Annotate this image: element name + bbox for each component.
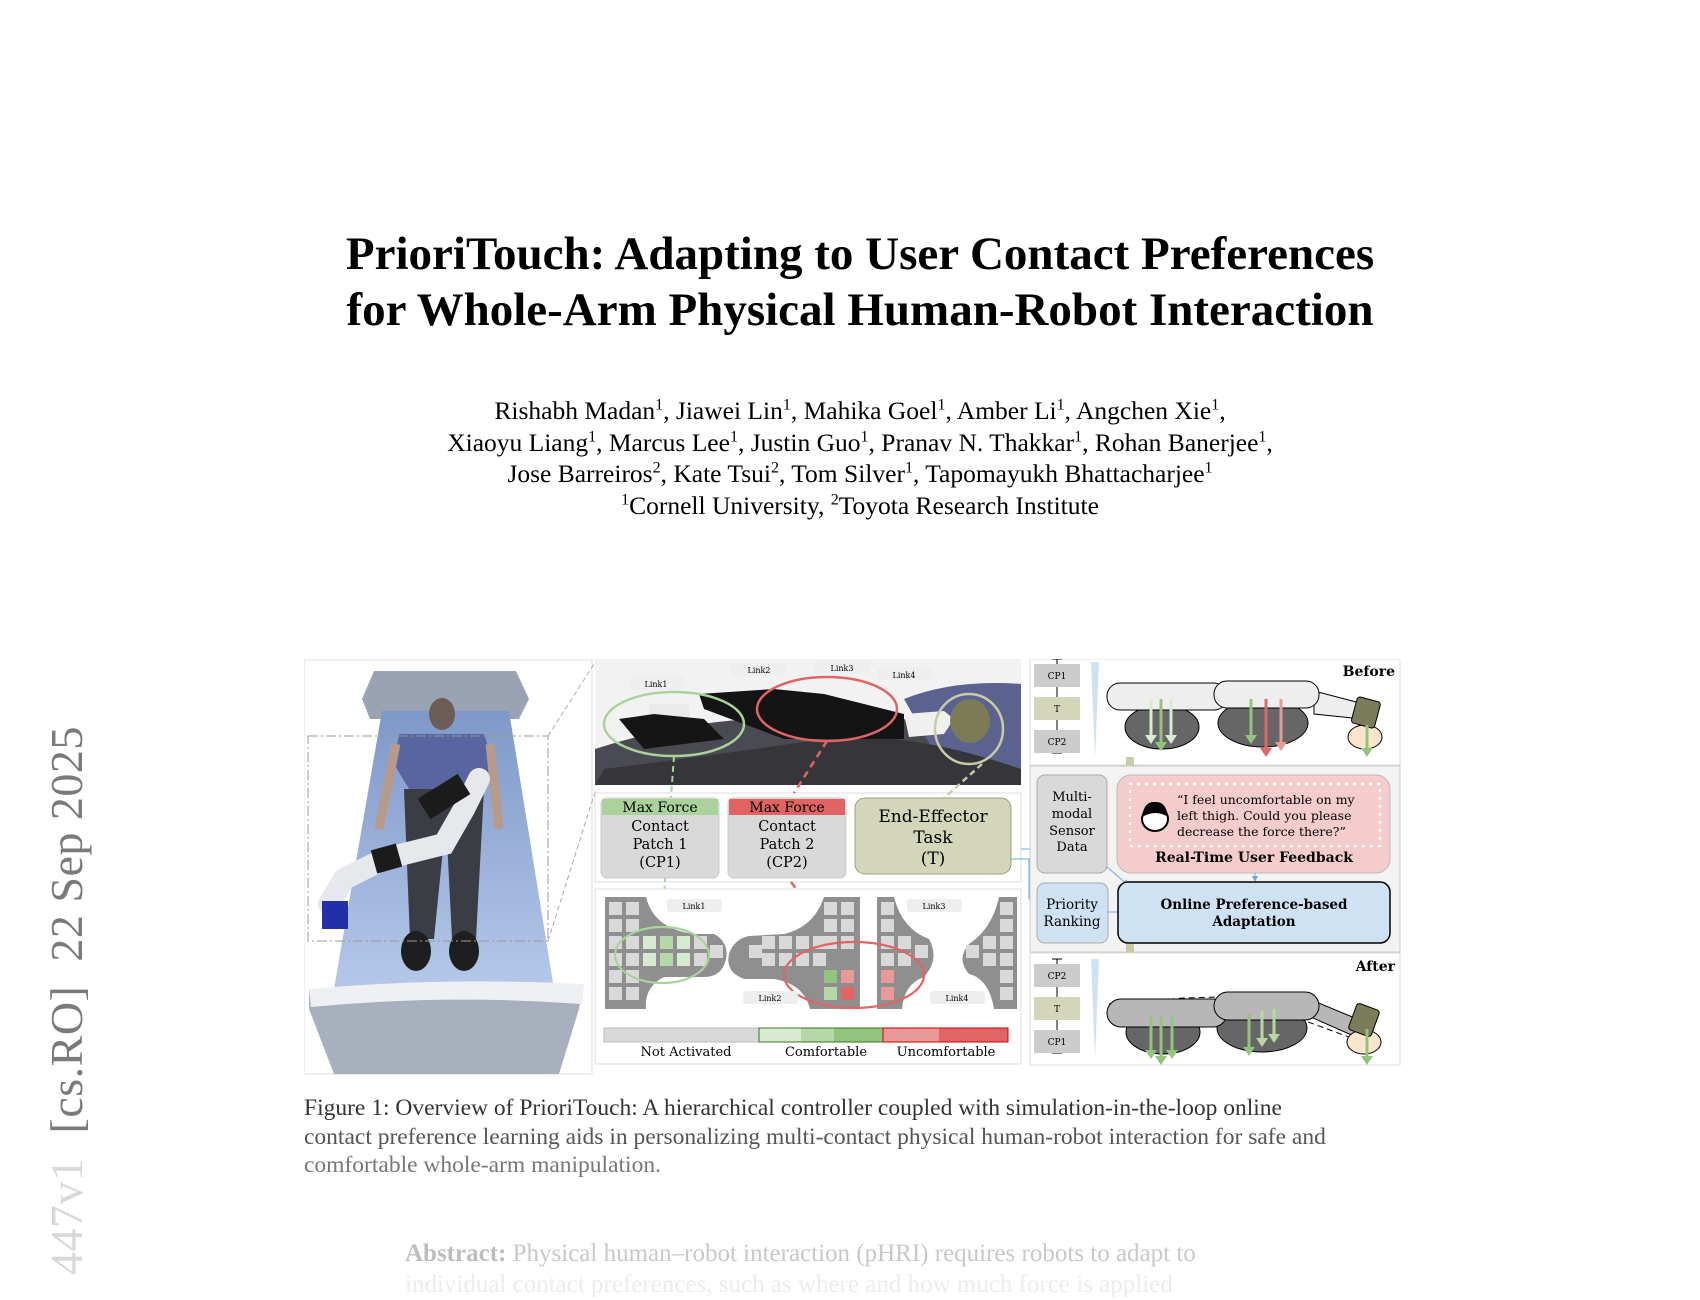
sensor-cell (796, 936, 809, 949)
abstract-label: Abstract: (405, 1240, 507, 1267)
sensor-cell (824, 919, 837, 932)
sensor-cell (762, 953, 775, 966)
link-label-2 (731, 663, 786, 676)
cp1-box (601, 798, 719, 878)
affiliation-number: 1 (621, 491, 630, 508)
paper-title (0, 226, 1700, 338)
cp1-text: Contact (631, 819, 689, 835)
affiliations-line: $^1$Cornell University, $^2$Toyota Research Institute (621, 490, 1099, 520)
cp1-badge: Max Force (622, 800, 698, 816)
author-affiliation: 1 (904, 459, 913, 477)
link-label-1 (629, 677, 684, 690)
authors-line-2: Xiaoyu Liang$^1$, Marcus Lee$^1$, Justin Guo$^1$, Pranav N. Thakkar$^1$, Rohan Banerjee$^1$, (447, 427, 1273, 457)
svg-text:Link2: Link2 (747, 666, 771, 675)
author: Marcus Lee (608, 427, 730, 457)
sensor-cell (779, 936, 792, 949)
tactile-sensor-map (595, 889, 1021, 1064)
svg-text:Sensor: Sensor (1049, 824, 1095, 839)
sensor-cell (643, 953, 656, 966)
cp2-text: Patch 2 (759, 837, 815, 853)
sensor-cell (841, 919, 854, 932)
cp1-text: (CP1) (639, 855, 681, 871)
author: Jiawei Lin (675, 396, 783, 425)
sensor-cell (677, 936, 690, 949)
user-face-icon (1142, 802, 1168, 831)
cp2-badge: Max Force (749, 800, 825, 816)
author-affiliation: 1 (655, 396, 664, 414)
svg-text:Multi-: Multi- (1052, 790, 1092, 805)
figure-caption (304, 1094, 1416, 1180)
sensor-cell (660, 953, 673, 966)
cp1-text: Patch 1 (632, 837, 688, 853)
svg-text:Adaptation: Adaptation (1212, 914, 1296, 930)
author: Tom Silver (791, 459, 905, 488)
author-affiliation: 2 (652, 459, 661, 477)
authors-line-1: Rishabh Madan$^1$, Jiawei Lin$^1$, Mahika Goel$^1$, Amber Li$^1$, Angchen Xie$^1$, (494, 396, 1226, 425)
author-affiliation: 1 (588, 428, 597, 445)
link-label-1 (667, 899, 722, 912)
author: Tapomayukh Bhattacharjee (925, 459, 1205, 488)
svg-text:Online Preference-based: Online Preference-based (1160, 897, 1348, 913)
author-affiliation: 1 (1074, 428, 1083, 445)
sensor-cell (626, 953, 639, 966)
svg-text:Link4: Link4 (945, 994, 969, 1003)
author-affiliation: 1 (1258, 428, 1267, 445)
link-label-4 (930, 991, 985, 1004)
author-affiliation: 1 (1056, 396, 1065, 414)
sensor-cell (813, 953, 826, 966)
title-line-2: for Whole-Arm Physical Human-Robot Interaction (346, 284, 1374, 336)
sensor-cell (1000, 987, 1013, 1000)
svg-text:Priority: Priority (1046, 897, 1098, 913)
task-text: (T) (920, 849, 946, 869)
rank-label: CP1 (1047, 672, 1067, 682)
author-affiliation: 1 (1211, 396, 1220, 414)
sensor-cell (915, 945, 928, 958)
sensor-cell (710, 945, 723, 958)
sensor-cell (1000, 902, 1013, 915)
user-feedback-box (1117, 775, 1390, 873)
abstract-text: individual contact preferences, such as where and how much force is applied (405, 1271, 1173, 1298)
sensor-cell (694, 953, 707, 966)
svg-text:Link4: Link4 (892, 671, 916, 680)
authors-line-3: Jose Barreiros$^2$, Kate Tsui$^2$, Tom Silver$^1$, Tapomayukh Bhattacharjee$^1$ (507, 459, 1213, 488)
sensor-cell (881, 970, 894, 983)
author: Rishabh Madan (494, 396, 656, 425)
task-text: End-Effector (878, 807, 988, 827)
author-affiliation: 1 (729, 428, 738, 445)
sensor-cell (1000, 936, 1013, 949)
arxiv-date: 22 Sep 2025 (41, 726, 92, 962)
svg-text:Link2: Link2 (758, 994, 782, 1003)
sensor-cell (983, 953, 996, 966)
cp2-text: Contact (758, 819, 816, 835)
arxiv-stamp (40, 726, 93, 1275)
author-affiliation: 1 (782, 396, 791, 414)
abstract (405, 1238, 1325, 1300)
priority-ranking-box (1037, 883, 1108, 943)
sensor-cell (762, 936, 775, 949)
sensor-cell (1000, 953, 1013, 966)
sensor-cell (1000, 970, 1013, 983)
rank-label: CP2 (1047, 972, 1067, 982)
sensor-cell (749, 945, 762, 958)
author: Mahika Goel (803, 396, 938, 425)
link-label-3 (907, 899, 962, 912)
before-label: Before (1342, 664, 1395, 680)
abstract-text: Physical human–robot interaction (pHRI) requires robots to adapt to (512, 1240, 1196, 1267)
feedback-title: Real-Time User Feedback (1155, 850, 1353, 866)
author: Xiaoyu Liang (447, 427, 589, 457)
link-label-2 (743, 991, 798, 1004)
link-label-4 (877, 667, 932, 680)
legend-comfortable: Comfortable (784, 1045, 868, 1060)
legend-not-activated: Not Activated (640, 1045, 732, 1060)
svg-text:Link1: Link1 (682, 902, 706, 911)
sensor-cell (677, 953, 690, 966)
person-head (429, 698, 455, 730)
sensor-cell (643, 936, 656, 949)
affiliation-name: Toyota Research Institute (838, 490, 1099, 520)
sensor-cell (983, 936, 996, 949)
adaptation-box (1118, 882, 1390, 943)
author: Jose Barreiros (507, 459, 653, 488)
sensor-cell (841, 902, 854, 915)
rank-label: T (1053, 1005, 1061, 1015)
sensor-cell (881, 953, 894, 966)
svg-text:Link1: Link1 (644, 680, 668, 689)
svg-text:Link3: Link3 (922, 902, 946, 911)
author: Rohan Banerjee (1094, 427, 1259, 457)
sensor-cell (626, 936, 639, 949)
task-text: Task (913, 828, 953, 848)
caption-line: contact preference learning aids in personalizing multi-contact physical human-robot interaction for safe and (304, 1123, 1326, 1150)
sensor-cell (609, 987, 622, 1000)
arxiv-id: 447v1 (41, 1157, 92, 1275)
sensor-cell (626, 902, 639, 915)
sensor-cell (881, 919, 894, 932)
sensor-cell (660, 936, 673, 949)
title-line-1: PrioriTouch: Adapting to User Contact Preferences (345, 228, 1375, 280)
caption-line: Figure 1: Overview of PrioriTouch: A hierarchical controller coupled with simulation-in-the-loop online (304, 1095, 1282, 1121)
arxiv-category: [cs.RO] (41, 985, 92, 1134)
author-affiliation: 1 (1204, 459, 1213, 477)
author-list (0, 395, 1700, 521)
affiliation-number: 2 (830, 491, 839, 508)
sensor-cell (841, 970, 854, 983)
caption-line: comfortable whole-arm manipulation. (304, 1152, 661, 1178)
author-affiliation: 1 (860, 428, 869, 445)
sensor-cell (609, 902, 622, 915)
sensor-cell (824, 970, 837, 983)
adaptation-panel (1030, 766, 1400, 959)
zoomed-contact-view (595, 659, 1021, 785)
author-affiliation: 2 (770, 459, 779, 477)
legend-uncomfortable: Uncomfortable (896, 1045, 996, 1060)
simulation-scene-panel (304, 660, 596, 1074)
sensor-cell (1000, 919, 1013, 932)
sensor-cell (609, 919, 622, 932)
svg-text:modal: modal (1051, 807, 1093, 822)
sensor-cell (626, 987, 639, 1000)
cp2-box (728, 798, 846, 878)
rank-label: CP1 (1047, 1038, 1067, 1048)
sensor-cell (881, 987, 894, 1000)
author: Pranav N. Thakkar (881, 427, 1075, 457)
rank-label: T (1053, 705, 1061, 715)
robot-base (322, 901, 348, 929)
author-affiliation: 1 (937, 396, 946, 414)
feedback-quote: decrease the force there?” (1177, 824, 1346, 839)
affiliation-name: Cornell University (629, 490, 818, 520)
svg-text:Ranking: Ranking (1043, 914, 1101, 930)
author: Angchen Xie (1075, 396, 1212, 425)
author: Kate Tsui (673, 459, 771, 488)
author: Amber Li (956, 396, 1057, 425)
cp2-text: (CP2) (766, 855, 808, 871)
sensor-data-box (1037, 775, 1107, 873)
sensor-cell (824, 987, 837, 1000)
sensor-cell (898, 936, 911, 949)
figure-1 (304, 659, 1404, 1079)
author: Justin Guo (750, 427, 861, 457)
link-label-3 (815, 661, 870, 674)
feedback-quote: “I feel uncomfortable on my (1177, 792, 1355, 807)
after-label: After (1355, 959, 1395, 975)
rank-label: CP2 (1047, 738, 1067, 748)
sensor-cell (779, 953, 792, 966)
sensor-cell (824, 902, 837, 915)
sensor-cell (609, 970, 622, 983)
feedback-quote: left thigh. Could you please (1177, 808, 1352, 823)
task-box (855, 798, 1011, 874)
before-panel (1030, 659, 1400, 772)
after-panel (1030, 953, 1400, 1065)
sensor-cell (881, 902, 894, 915)
svg-text:Data: Data (1056, 840, 1088, 855)
sensor-cell (966, 945, 979, 958)
svg-text:Link3: Link3 (830, 664, 854, 673)
sensor-cell (841, 987, 854, 1000)
